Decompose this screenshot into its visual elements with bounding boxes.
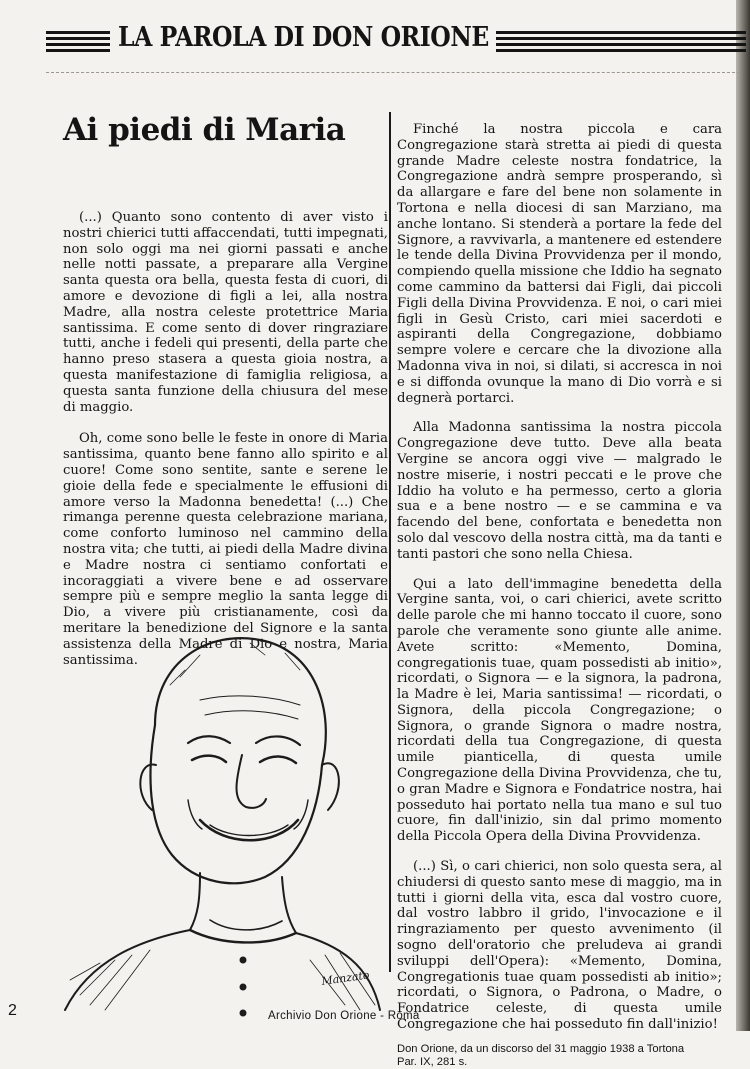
archive-label: Archivio Don Orione - Roma bbox=[268, 1010, 420, 1022]
paragraph: Finché la nostra piccola e cara Congregazione starà stretta ai piedi di questa grande Madre celeste nostra fondatrice, la Congregazione andrà sempre prosperando, sì da allargare e fare del bene non solamente in Tortona e nella diocesi di san Marziano, ma anche lontano. Si stenderà a portare la fede del Signore, a ravvivarla, a mantenere ed estendere le tende della Divina Provvidenza per il mondo, compiendo quella missione che Iddio ha segnato come cammino da battersi dai Figli, dai piccoli Figli della Divina Provvidenza. E noi, o cari miei figli in Gesù Cristo, cari miei sacerdoti e aspiranti della Congregazione, dobbiamo sempre volere e cercare che la divozione alla Madonna viva in noi, si dilati, si accresca in noi e si diffonda ovunque la mano di Dio vorrà e si degnerà portarci. bbox=[397, 122, 722, 406]
paragraph: Alla Madonna santissima la nostra piccola Congregazione deve tutto. Deve alla beata Vergine se ancora oggi vive — malgrado le nostre miserie, i nostri peccati e le prove che Iddio ha voluto e ha permesso, certo a gloria sua e a bene nostro — e se cammina e va facendo del bene, confortata e benedetta non solo dal vescovo della nostra città, ma da tanti e tanti pastori che sono nella Chiesa. bbox=[397, 420, 722, 562]
left-column bbox=[63, 110, 388, 684]
paragraph: (...) Quanto sono contento di aver visto i nostri chierici tutti affaccendati, tutti impegnati, non solo oggi ma nei giorni passati e anche nelle notti passate, a preparare alla Vergine santa questa ora bella, questa festa di cuori, di amore e devozione di figli a lei, alla nostra Madre, alla nostra celeste protettrice Maria santissima. E come sento di dover ringraziare tutti, anche i fedeli qui presenti, della parte che hanno preso stasera a questa gioia nostra, a questa manifestazione di famiglia religiosa, a questa santa funzione della chiusura del mese di maggio. bbox=[63, 210, 388, 415]
source-line: Don Orione, da un discorso del 31 maggio 1938 a Tortona bbox=[397, 1042, 685, 1055]
column-divider bbox=[389, 112, 391, 972]
paragraph: Qui a lato dell'immagine benedetta della Vergine santa, voi, o cari chierici, avete scritto delle parole che mi hanno toccato il cuore, sono parole che veramente sono giunte alle anime. Avete scritto: «Memento, Domina, congregationis tuae, quam possedisti ab initio», ricordati, o Signora — e la signora, la padrona, la Madre è lei, Maria santissima! — ricordati, o Signora, della piccola Congregazione; o Signora, o grande Signora o madre nostra, ricordati della tua Congregazione, di questa umile pianticella, di questa umile Congregazione della Divina Provvidenza, che tu, o gran Madre e Signora e Fondatrice nostra, hai posseduto hai portato nella tua mano e sul tuo cuore, fin dall'inizio, sin dal primo momento della Piccola Opera della Divina Provvidenza. bbox=[397, 576, 722, 845]
source-line: Par. IX, 281 s. bbox=[397, 1055, 468, 1068]
article-headline: Ai piedi di Maria bbox=[63, 112, 346, 148]
header-rule bbox=[46, 72, 740, 74]
right-column bbox=[397, 122, 722, 1069]
masthead-rules-right bbox=[496, 31, 746, 53]
paragraph: Oh, come sono belle le feste in onore di Maria santissima, quanto bene fanno allo spirito e al cuore! Come sono sentite, sante e serene le gioie della fede e specialmente le effusioni di amore verso la Madonna benedetta! (...) Che rimanga perenne questa celebrazione mariana, come conforto luminoso nel cammino della nostra vita; che tutti, ai piedi della Madre divina e Madre nostra ci sentiamo confortati e incoraggiati a vivere bene e ad osservare sempre più e sempre meglio la santa legge di Dio, a vivere più cristianamente, così da meritare la benedizione del Signore e la santa assistenza della Madre di Dio e nostra, Maria santissima. bbox=[63, 431, 388, 668]
masthead-title: LA PAROLA DI DON ORIONE bbox=[118, 22, 489, 53]
page-edge-shadow bbox=[736, 0, 750, 1031]
source-citation bbox=[397, 1043, 722, 1069]
page-number: 2 bbox=[8, 1002, 17, 1019]
portrait-sketch bbox=[60, 615, 385, 1025]
signature: Manzato bbox=[320, 968, 371, 988]
masthead-rules-left bbox=[46, 31, 110, 53]
paragraph: (...) Sì, o cari chierici, non solo questa sera, al chiudersi di questo santo mese di maggio, ma in tutti i giorni della vita, esca dal vostro cuore, dal vostro labbro il grido, l'invocazione e il ringraziamento per questo avvenimento (il sogno dell'oratorio che preludeva ai grandi sviluppi dell'Opera): «Memento, Domina, Congregationis tuae quam possedisti ab initio»; ricordati, o Signora, o Padrona, o Madre, o Fondatrice celeste, di questa umile Congregazione che hai posseduto fin dall'inizio! bbox=[397, 859, 722, 1033]
masthead bbox=[46, 22, 746, 62]
